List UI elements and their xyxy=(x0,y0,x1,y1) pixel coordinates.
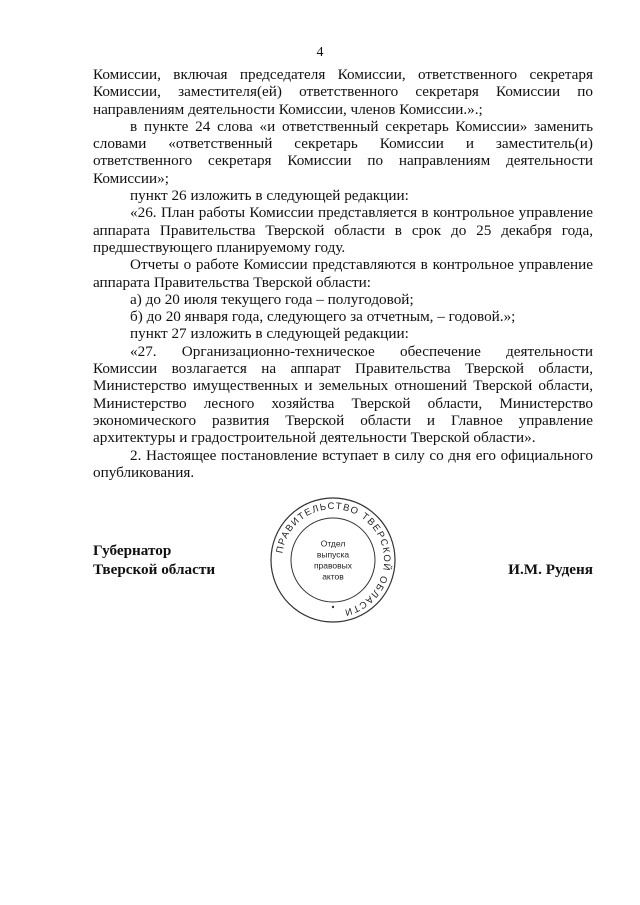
paragraph: б) до 20 января года, следующего за отчетным, – годовой.»; xyxy=(130,308,516,326)
signatory-title-line1: Губернатор xyxy=(93,542,172,559)
page-number: 4 xyxy=(316,45,324,60)
paragraph: «26. План работы Комиссии представляется в контрольное управление аппарата Правительства Тверской области в срок до 25 декабря года, предшествующего планируемому году. xyxy=(93,204,593,256)
signatory-name: И.М. Руденя xyxy=(508,561,593,578)
paragraph: пункт 27 изложить в следующей редакции: xyxy=(130,325,409,343)
stamp-center-line: актов xyxy=(322,571,344,582)
signature-block xyxy=(93,541,293,579)
paragraph: 2. Настоящее постановление вступает в силу со дня его официального опубликования. xyxy=(93,446,593,481)
stamp-graphic xyxy=(268,495,398,625)
paragraph: в пункте 24 слова «и ответственный секретарь Комиссии» заменить словами «ответственный секретарь Комиссии и заместитель(и) ответственного секретаря Комиссии по направлениям деятельности Комиссии»; xyxy=(93,117,593,187)
paragraph: а) до 20 июля текущего года – полугодовой; xyxy=(130,290,414,308)
stamp-ring-text: ПРАВИТЕЛЬСТВО ТВЕРСКОЙ ОБЛАСТИ xyxy=(274,500,393,618)
stamp-center-line: выпуска xyxy=(316,549,350,560)
stamp-center-text xyxy=(314,539,353,582)
stamp-center-line: правовых xyxy=(313,560,353,571)
signatory-title-line2: Тверской области xyxy=(93,561,216,578)
paragraph: «27. Организационно-техническое обеспечение деятельности Комиссии возлагается на аппарат Правительства Тверской области, Министерство имущественных и земельных отношений Тверской области, Министерство лесного хозяйства Тверской области, Министерство экономического развития Тверской области и Главное управление архитектуры и градостроительной деятельности Тверской области». xyxy=(93,342,593,447)
paragraph: Отчеты о работе Комиссии представляются в контрольное управление аппарата Правительства Тверской области: xyxy=(93,256,593,291)
paragraph: пункт 26 изложить в следующей редакции: xyxy=(130,187,409,205)
stamp-center-line: Отдел xyxy=(320,538,346,549)
official-stamp xyxy=(268,495,398,625)
document-body xyxy=(93,66,593,481)
paragraph: Комиссии, включая председателя Комиссии, ответственного секретаря Комиссии, заместителя(ей) ответственного секретаря Комиссии по направлениям деятельности Комиссии, членов Комиссии.».; xyxy=(93,66,593,118)
